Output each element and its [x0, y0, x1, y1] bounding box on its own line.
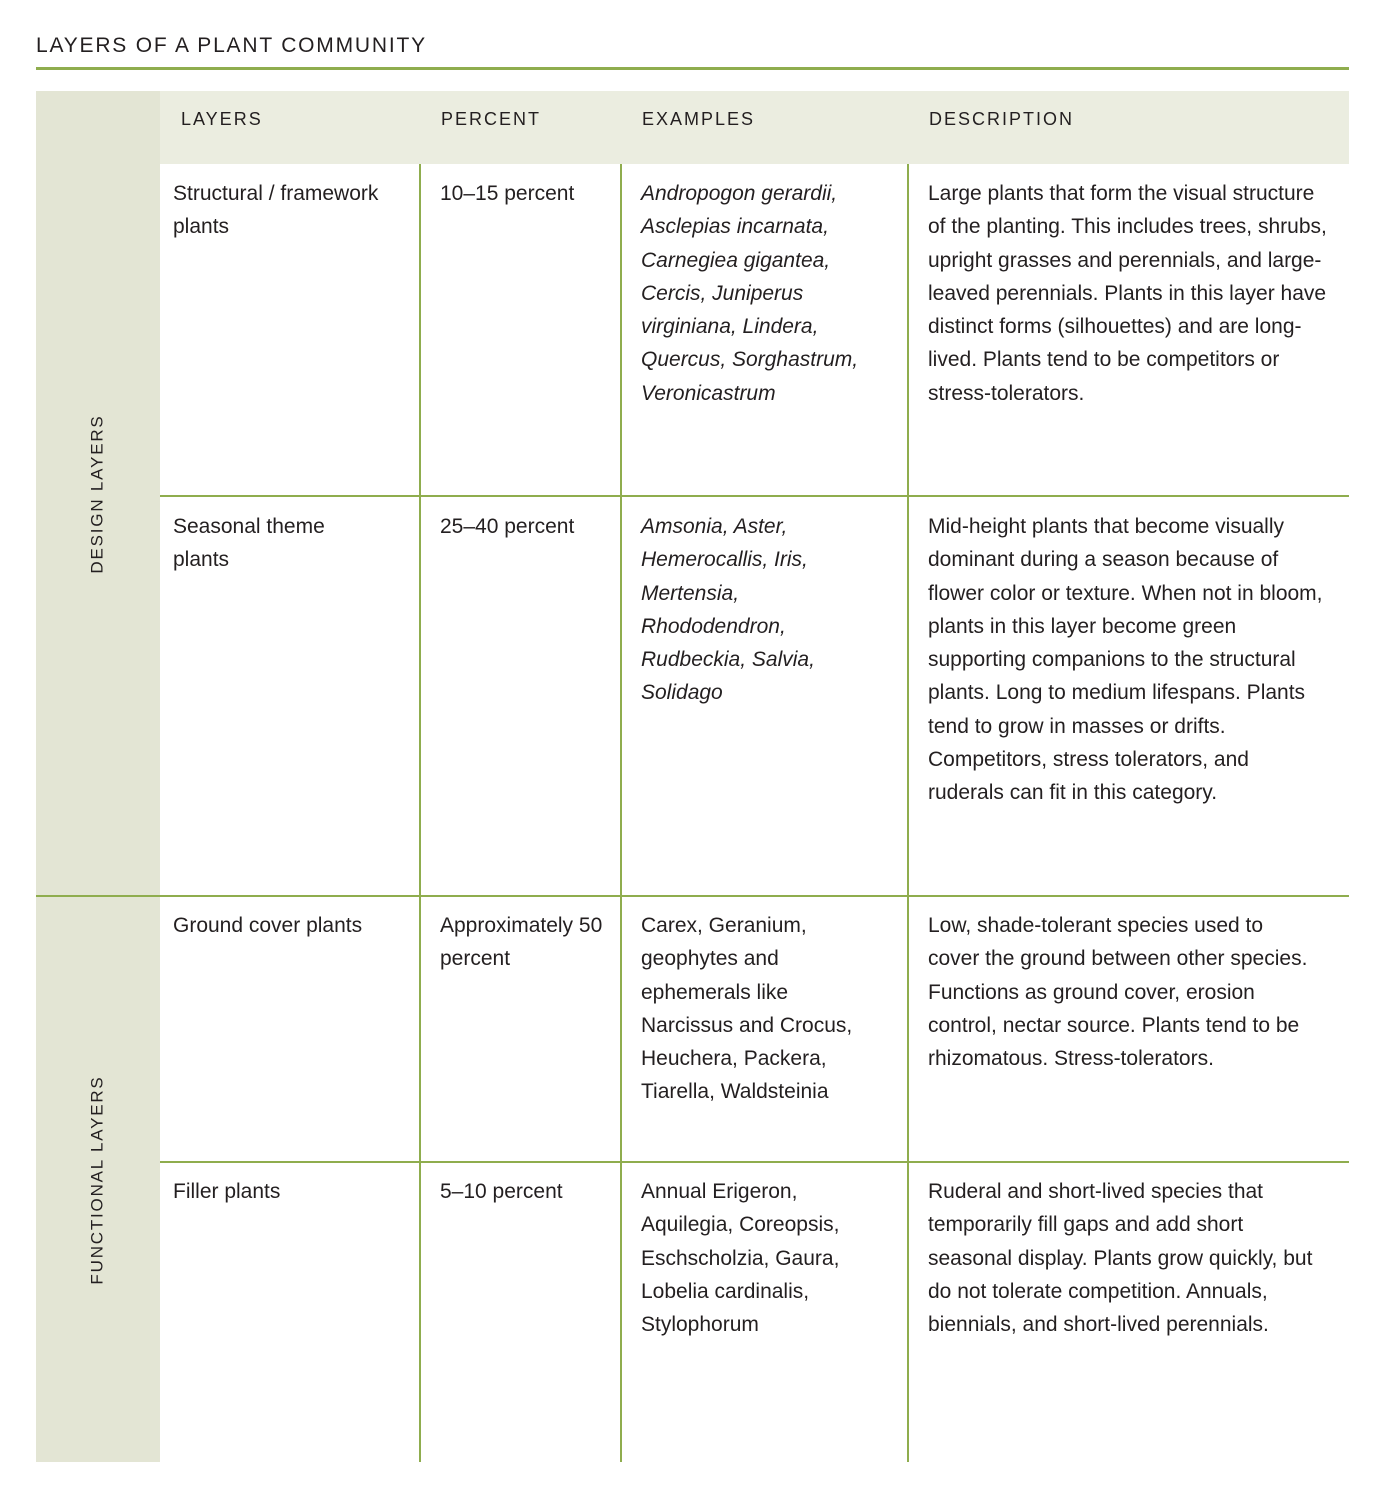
design-layers-label: DESIGN LAYERS [88, 413, 108, 574]
row-divider [160, 495, 1349, 497]
row-seasonal-examples: Amsonia, Aster, Hemerocallis, Iris, Mertensia, Rhododendron, Rudbeckia, Salvia, Solidago [641, 515, 815, 705]
design-layers-label-wrap [36, 91, 160, 896]
row-structural-description: Large plants that form the visual structure of the planting. This includes trees, shrubs, upright grasses and perennials, and large-leaved perennials. Plants in this layer have distinct forms (silhouettes) and are long-lived. Plants tend to be competitors or stress-tolerators. [928, 182, 1327, 405]
row-seasonal-percent: 25–40 percent [440, 515, 575, 538]
column-divider [620, 164, 622, 1462]
page-title: LAYERS OF A PLANT COMMUNITY [36, 34, 427, 57]
functional-layers-label-wrap [36, 897, 160, 1462]
row-divider [160, 1161, 1349, 1163]
group-divider [36, 895, 160, 897]
functional-layers-band [36, 897, 160, 1462]
header-layers: LAYERS [181, 109, 263, 129]
row-structural-examples: Andropogon gerardii, Asclepias incarnata, Carnegiea gigantea, Cercis, Juniperus virginiana, Lindera, Quercus, Sorghastrum, Veronicastrum [641, 182, 859, 405]
row-structural-percent: 10–15 percent [440, 182, 575, 205]
header-description: DESCRIPTION [929, 109, 1075, 129]
header-examples: EXAMPLES [642, 109, 756, 129]
row-structural-layer: Structural / framework plants [173, 182, 379, 239]
row-ground-cover-percent: Approximately 50 percent [440, 914, 603, 971]
row-filler-percent: 5–10 percent [440, 1180, 563, 1203]
row-seasonal-description: Mid-height plants that become visually dominant during a season because of flower color or texture. When not in bloom, plants in this layer become green supporting companions to the structural plants. Long to medium lifespans. Plants tend to grow in masses or drifts. Competitors, stress tolerators, and ruderals can fit in this category. [928, 515, 1323, 805]
column-divider [419, 164, 421, 1462]
title-rule [36, 67, 1349, 70]
header-percent: PERCENT [441, 109, 542, 129]
row-filler-description: Ruderal and short-lived species that temporarily fill gaps and add short seasonal display. Plants grow quickly, but do not tolerate competition. Annuals, biennials, and short-lived perennials. [928, 1180, 1313, 1337]
functional-layers-label: FUNCTIONAL LAYERS [88, 1074, 108, 1285]
column-divider [907, 164, 909, 1462]
row-ground-cover-description: Low, shade-tolerant species used to cover the ground between other species. Functions as ground cover, erosion control, nectar source. Plants tend to be rhizomatous. Stress-tolerators. [928, 914, 1308, 1071]
row-ground-cover-layer: Ground cover plants [173, 914, 363, 937]
row-filler-examples: Annual Erigeron, Aquilegia, Coreopsis, Eschscholzia, Gaura, Lobelia cardinalis, Stylophorum [641, 1180, 840, 1337]
row-ground-cover-examples: Carex, Geranium, geophytes and ephemerals like Narcissus and Crocus, Heuchera, Packera, Tiarella, Waldsteinia [641, 914, 853, 1104]
row-divider [160, 895, 1349, 897]
design-layers-band [36, 91, 160, 896]
row-seasonal-layer: Seasonal theme plants [173, 515, 325, 572]
row-filler-layer: Filler plants [173, 1180, 281, 1203]
